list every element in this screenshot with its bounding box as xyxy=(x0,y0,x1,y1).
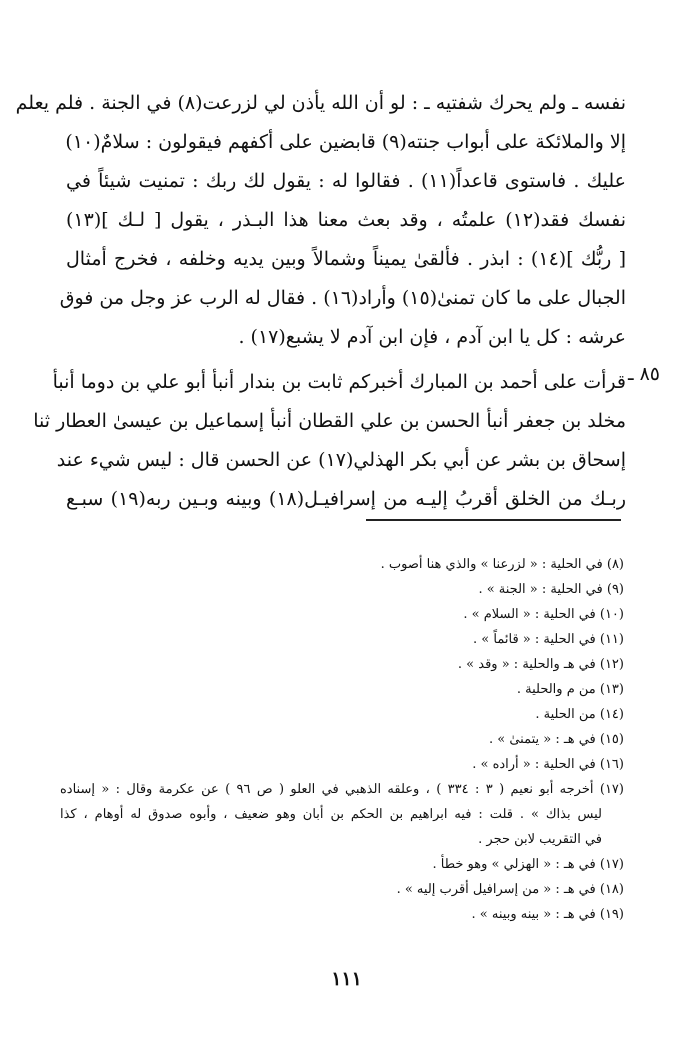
text-line: إلا والملائكة على أبواب جنته(٩) قابضين على أكفهم فيقولون : سلامٌ(١٠) xyxy=(65,131,626,153)
footnote: (١٤) من الحلية . xyxy=(535,707,624,722)
text-line: نفسه ـ ولم يحرك شفتيه ـ : لو أن الله يأذن لي لزرعت(٨) في الجنة . فلم يعلم xyxy=(15,92,626,114)
text-line: ربـك من الخلق أقربُ إليـه من إسرافيـل(١٨) وبينه وبـين ربه(١٩) سبـع xyxy=(66,488,626,510)
footnote: (١٢) في هـ والحلية : « وقد » . xyxy=(457,657,624,672)
footnotes xyxy=(60,552,624,927)
footnote: (٩) في الحلية : « الجنة » . xyxy=(478,582,624,597)
footnote: (١٩) في هـ : « بينه وبينه » . xyxy=(471,907,624,922)
footnote: (١٠) في الحلية : « السلام » . xyxy=(463,607,624,622)
footnote: (١٦) في الحلية : « أراده » . xyxy=(472,757,624,772)
footnote-continuation: ليس بذاك » . قلت : فيه ابراهيم بن الحكم بن أبان وهو ضعيف ، وأبوه صدوق له أوهام ، كذا xyxy=(60,807,602,822)
footnote: (١٨) في هـ : « من إسرافيل أقرب إليه » . xyxy=(396,882,624,897)
footnote: (١٧) أخرجه أبو نعيم ( ٣ : ٣٣٤ ) ، وعلقه الذهبي في العلو ( ص ٩٦ ) عن عكرمة وقال : « إسناده xyxy=(60,782,624,797)
text-line: مخلد بن جعفر أنبأ الحسن بن علي القطان أنبأ إسماعيل بن عيسىٰ العطار ثنا xyxy=(33,410,626,432)
footnote: (١١) في الحلية : « قائماً » . xyxy=(473,632,624,647)
entry-85 xyxy=(52,363,660,402)
footnote: (١٧) في هـ : « الهزلي » وهو خطأ . xyxy=(432,857,624,872)
footnote: (١٣) من م والحلية . xyxy=(516,682,624,697)
footnote-continuation: في التقريب لابن حجر . xyxy=(478,832,602,847)
text-line: الجبال على ما كان تمنىٰ(١٥) وأراد(١٦) . فقال له الرب عز وجل من فوق xyxy=(59,287,626,309)
footnote: (١٥) في هـ : « يتمنىٰ » . xyxy=(489,732,624,747)
footnote: (٨) في الحلية : « لزرعنا » والذي هنا أصوب . xyxy=(380,557,624,572)
text-line: قرأت على أحمد بن المبارك أخبركم ثابت بن بندار أنبأ أبو علي بن دوما أنبأ xyxy=(52,371,626,393)
text-line: [ ربُّك ](١٤) : ابذر . فألقىٰ يميناً وشمالاً وبين يديه وخلفه ، فخرج أمثال xyxy=(66,248,626,270)
page-number: ١١١ xyxy=(331,968,362,990)
text-line: عرشه : كل يا ابن آدم ، فإن ابن آدم لا يشبع(١٧) . xyxy=(238,326,626,348)
footnote-separator xyxy=(366,519,621,521)
text-line: إسحاق بن بشر عن أبي بكر الهذلي(١٧) عن الحسن قال : ليس شيء عند xyxy=(56,449,626,471)
entry-number: ٨٥ ـ xyxy=(627,363,660,385)
main-text xyxy=(15,84,660,519)
text-line: نفسك فقد(١٢) علمتُه ، وقد بعث معنا هذا البـذر ، يقول [ لـك ](١٣) xyxy=(66,209,626,231)
text-line: عليك . فاستوى قاعداً(١١) . فقالوا له : يقول لك ربك : تمنيت شيئاً في xyxy=(66,170,626,192)
